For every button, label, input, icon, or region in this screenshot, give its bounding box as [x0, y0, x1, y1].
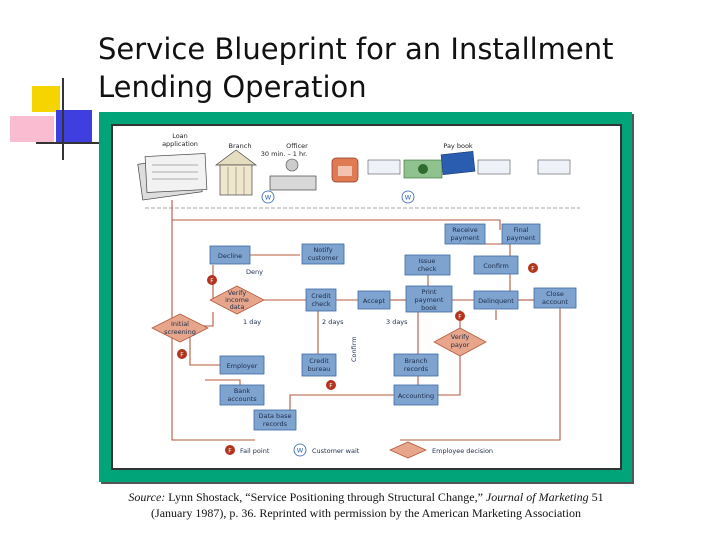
svg-text:F: F: [531, 265, 535, 273]
source-line-2: (January 1987), p. 36. Reprinted with permission by the American Marketing Association: [151, 506, 581, 520]
svg-text:records: records: [262, 420, 288, 428]
box-close-account: [534, 288, 576, 308]
box-bank-accounts: [220, 385, 264, 405]
svg-text:F: F: [180, 351, 184, 359]
annotation-2-days: 2 days: [322, 318, 344, 326]
svg-text:income: income: [225, 296, 249, 304]
svg-text:F: F: [458, 313, 462, 321]
svg-text:Fail point: Fail point: [240, 447, 270, 455]
fail-marker-2: [177, 349, 187, 359]
svg-text:Bank: Bank: [233, 387, 251, 395]
legend-employee-decision: [390, 442, 493, 458]
svg-text:records: records: [403, 365, 429, 373]
svg-text:Customer wait: Customer wait: [312, 447, 360, 455]
loan-label: Loan: [172, 132, 188, 140]
svg-text:screening: screening: [164, 328, 196, 336]
box-accept: [358, 291, 390, 309]
annotation-3-days: 3 days: [386, 318, 408, 326]
svg-text:Employee decision: Employee decision: [432, 447, 494, 455]
svg-text:bureau: bureau: [307, 365, 331, 373]
fail-marker-1: [207, 275, 217, 285]
svg-text:Accept: Accept: [362, 297, 386, 305]
svg-text:Close: Close: [546, 290, 564, 298]
telephone-icon: [332, 158, 358, 182]
legend-customer-wait: [294, 444, 360, 456]
svg-text:W: W: [296, 446, 304, 455]
source-citation: [116, 489, 616, 521]
svg-text:Credit: Credit: [311, 292, 331, 300]
wait-markers: [262, 191, 414, 203]
svg-text:Branch: Branch: [404, 357, 428, 365]
fail-marker-4: [455, 311, 465, 321]
box-branch-records: [394, 354, 438, 376]
svg-text:account: account: [542, 298, 568, 306]
svg-text:accounts: accounts: [227, 395, 257, 403]
letter-icon-3: [538, 160, 570, 174]
box-delinquent: [474, 291, 518, 309]
svg-text:Accounting: Accounting: [397, 392, 435, 400]
svg-text:Notify: Notify: [313, 246, 333, 254]
svg-text:Data base: Data base: [258, 412, 292, 420]
money-icon: [404, 160, 442, 178]
connector-database: [290, 395, 394, 410]
annotation-confirm-vertical: Confirm: [350, 336, 358, 362]
connector-bank: [205, 380, 240, 385]
letter-icon-1: [368, 160, 400, 174]
diamond-verify-payor: [434, 328, 486, 356]
box-notify-customer: [302, 244, 344, 264]
wait-marker-2: [402, 191, 414, 203]
svg-text:F: F: [210, 277, 214, 285]
annotation-deny: Deny: [246, 268, 263, 276]
svg-text:check: check: [417, 265, 437, 273]
legend: [225, 442, 493, 458]
svg-text:F: F: [329, 382, 333, 390]
box-credit-bureau: [302, 354, 336, 376]
branch-building-icon: [216, 150, 256, 195]
letter-icon-2: [478, 160, 510, 174]
svg-text:Issue: Issue: [418, 257, 436, 265]
svg-text:payment: payment: [506, 234, 536, 242]
box-decline: [210, 246, 250, 264]
svg-text:payor: payor: [450, 341, 470, 349]
fail-marker-5: [528, 263, 538, 273]
svg-text:Verify: Verify: [450, 333, 470, 341]
svg-text:Decline: Decline: [217, 252, 243, 260]
paybook-label: Pay book: [443, 142, 473, 150]
box-database-records: [254, 410, 296, 430]
title-line-1: Service Blueprint for an Installment: [98, 32, 614, 66]
time-label: 30 min. – 1 hr.: [260, 150, 308, 158]
pay-book-icon: [441, 151, 475, 174]
fail-marker-3: [326, 380, 336, 390]
svg-text:payment: payment: [450, 234, 480, 242]
box-final-payment: [502, 224, 540, 244]
svg-text:Delinquent: Delinquent: [478, 297, 514, 305]
connector-payor: [460, 310, 496, 330]
box-employer: [220, 356, 264, 374]
wait-marker-1: [262, 191, 274, 203]
branch-label: Branch: [228, 142, 252, 150]
officer-desk-icon: [270, 159, 316, 190]
box-accounting: [394, 385, 438, 405]
svg-text:Confirm: Confirm: [483, 262, 509, 270]
svg-text:W: W: [264, 193, 272, 202]
box-receive-payment: [445, 224, 485, 244]
svg-text:payment: payment: [414, 296, 444, 304]
box-credit-check: [306, 289, 336, 311]
svg-text:Employer: Employer: [226, 362, 258, 370]
svg-text:F: F: [228, 447, 232, 455]
loan-application-icon: [138, 153, 207, 200]
svg-text:Initial: Initial: [171, 320, 189, 328]
box-print-payment-book: [406, 286, 452, 312]
application-label: application: [162, 140, 198, 148]
svg-text:W: W: [404, 193, 412, 202]
box-confirm: [474, 256, 518, 274]
box-issue-check: [405, 255, 450, 275]
svg-text:data: data: [229, 303, 245, 311]
diamond-initial-screening: [152, 314, 208, 342]
header-graphics: [138, 132, 570, 200]
officer-label: Officer: [286, 142, 308, 150]
svg-text:customer: customer: [307, 254, 339, 262]
svg-text:book: book: [421, 304, 437, 312]
diamond-verify-income-data: [210, 286, 264, 314]
svg-text:Receive: Receive: [452, 226, 478, 234]
svg-text:Final: Final: [513, 226, 529, 234]
svg-text:Print: Print: [421, 288, 437, 296]
svg-text:Verify: Verify: [227, 289, 247, 297]
legend-fail-point: [225, 445, 270, 455]
title-line-2: Lending Operation: [98, 70, 367, 104]
svg-text:Credit: Credit: [309, 357, 329, 365]
svg-text:check: check: [311, 300, 331, 308]
annotation-1-day: 1 day: [243, 318, 262, 326]
source-line-1: Source: Lynn Shostack, “Service Positioning through Structural Change,” Journal of Marketing 51: [128, 490, 604, 504]
